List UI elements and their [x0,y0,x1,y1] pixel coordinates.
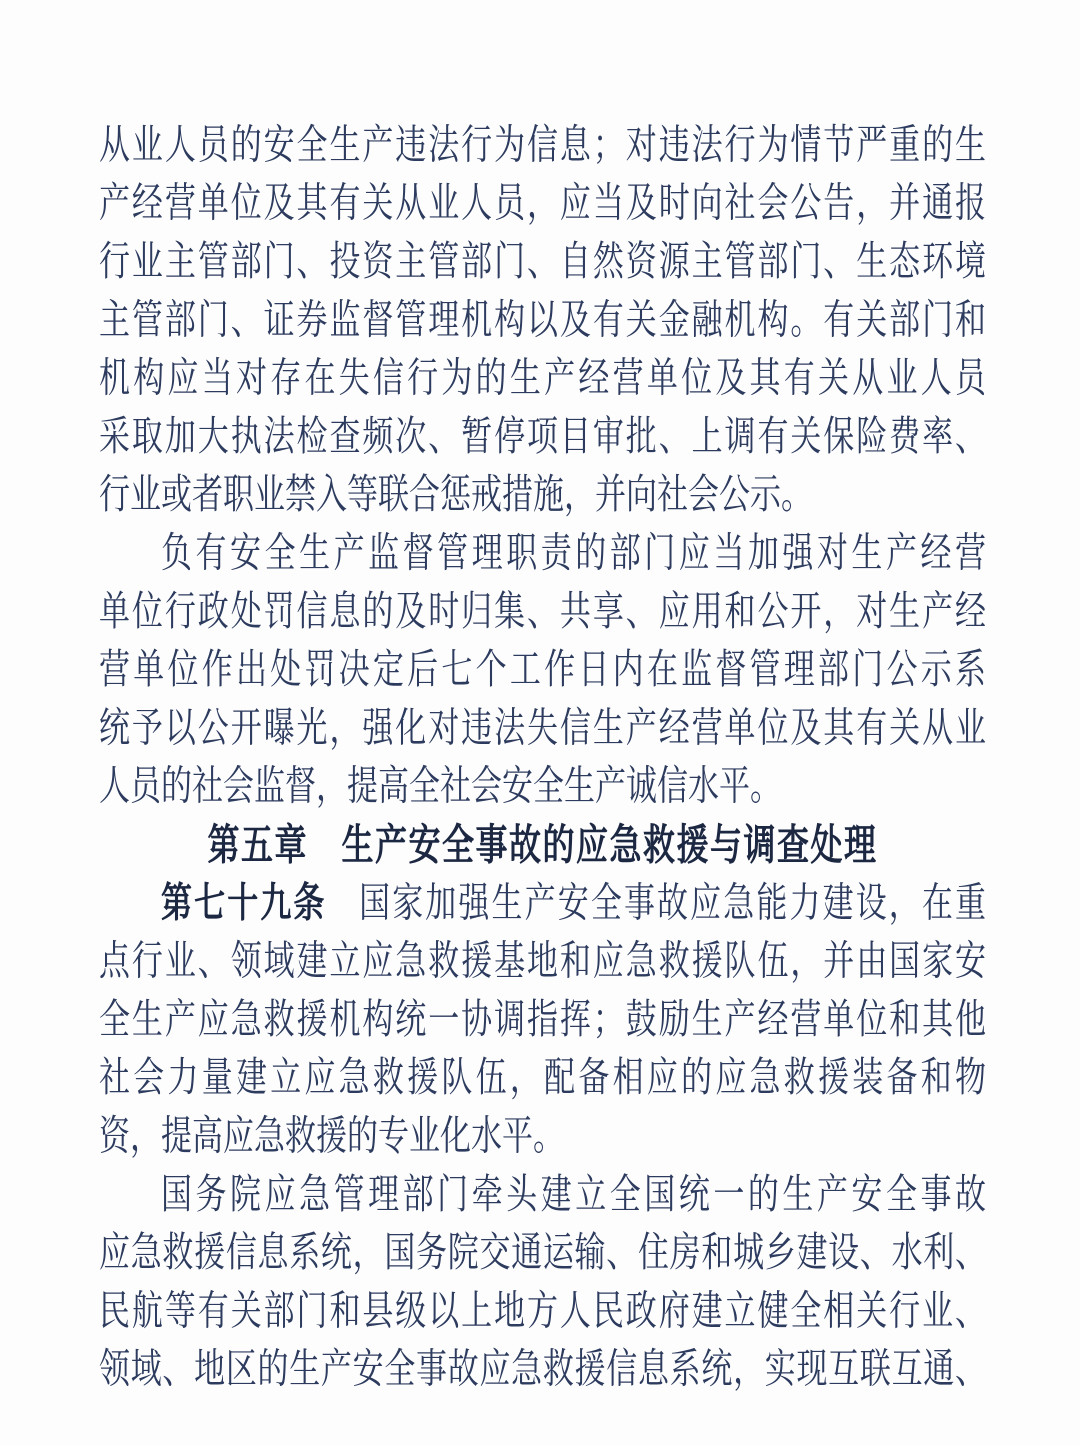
paragraph [99,116,986,524]
text-line: 从业人员的安全生产违法行为信息；对违法行为情节严重的生 [99,121,986,168]
text-line: 产经营单位及其有关从业人员，应当及时向社会公告，并通报 [99,179,986,226]
article-number: 第七十九条 [161,879,327,926]
text-line: 单位行政处罚信息的及时归集、共享、应用和公开，对生产经 [99,587,986,635]
chapter-title: 生产安全事故的应急救援与调查处理 [341,820,878,869]
text-line: 营单位作出处罚决定后七个工作日内在监督管理部门公示系 [99,646,986,693]
document-body [99,116,986,1399]
text-line: 应急救援信息系统，国务院交通运输、住房和城乡建设、水利、 [99,1229,986,1276]
text-line: 全生产应急救援机构统一协调指挥；鼓励生产经营单位和其他 [99,995,986,1043]
text-line: 主管部门、证券监督管理机构以及有关金融机构。有关部门和 [99,296,986,343]
text-line: 点行业、领域建立应急救援基地和应急救援队伍，并由国家安 [99,937,986,984]
text-line: 人员的社会监督，提高全社会安全生产诚信水平。 [99,762,781,809]
paragraph [99,874,986,1166]
text-line [99,874,986,932]
text-line: 民航等有关部门和县级以上地方人民政府建立健全相关行业、 [99,1287,986,1334]
text-line: 负有安全生产监督管理职责的部门应当加强对生产经营 [161,529,986,576]
text-line: 采取加大执法检查频次、暂停项目审批、上调有关保险费率、 [99,412,986,460]
chapter-heading [99,816,986,874]
text-line: 机构应当对存在失信行为的生产经营单位及其有关从业人员 [99,354,986,401]
text-line-rest: 国家加强生产安全事故应急能力建设，在重 [359,879,987,926]
chapter-heading-block [99,816,986,874]
text-line: 行业或者职业禁入等联合惩戒措施，并向社会公示。 [99,471,812,518]
text-line: 社会力量建立应急救援队伍，配备相应的应急救援装备和物 [99,1054,986,1101]
text-line: 统予以公开曝光，强化对违法失信生产经营单位及其有关从业 [99,704,986,751]
text-line: 国务院应急管理部门牵头建立全国统一的生产安全事故 [161,1170,986,1218]
text-line: 资，提高应急救援的专业化水平。 [99,1112,564,1159]
paragraph [99,524,986,816]
text-line: 领域、地区的生产安全事故应急救援信息系统，实现互联互通、 [99,1345,986,1392]
paragraph [99,1165,986,1398]
chapter-number: 第五章 [207,820,308,869]
text-line: 行业主管部门、投资主管部门、自然资源主管部门、生态环境 [99,237,986,285]
